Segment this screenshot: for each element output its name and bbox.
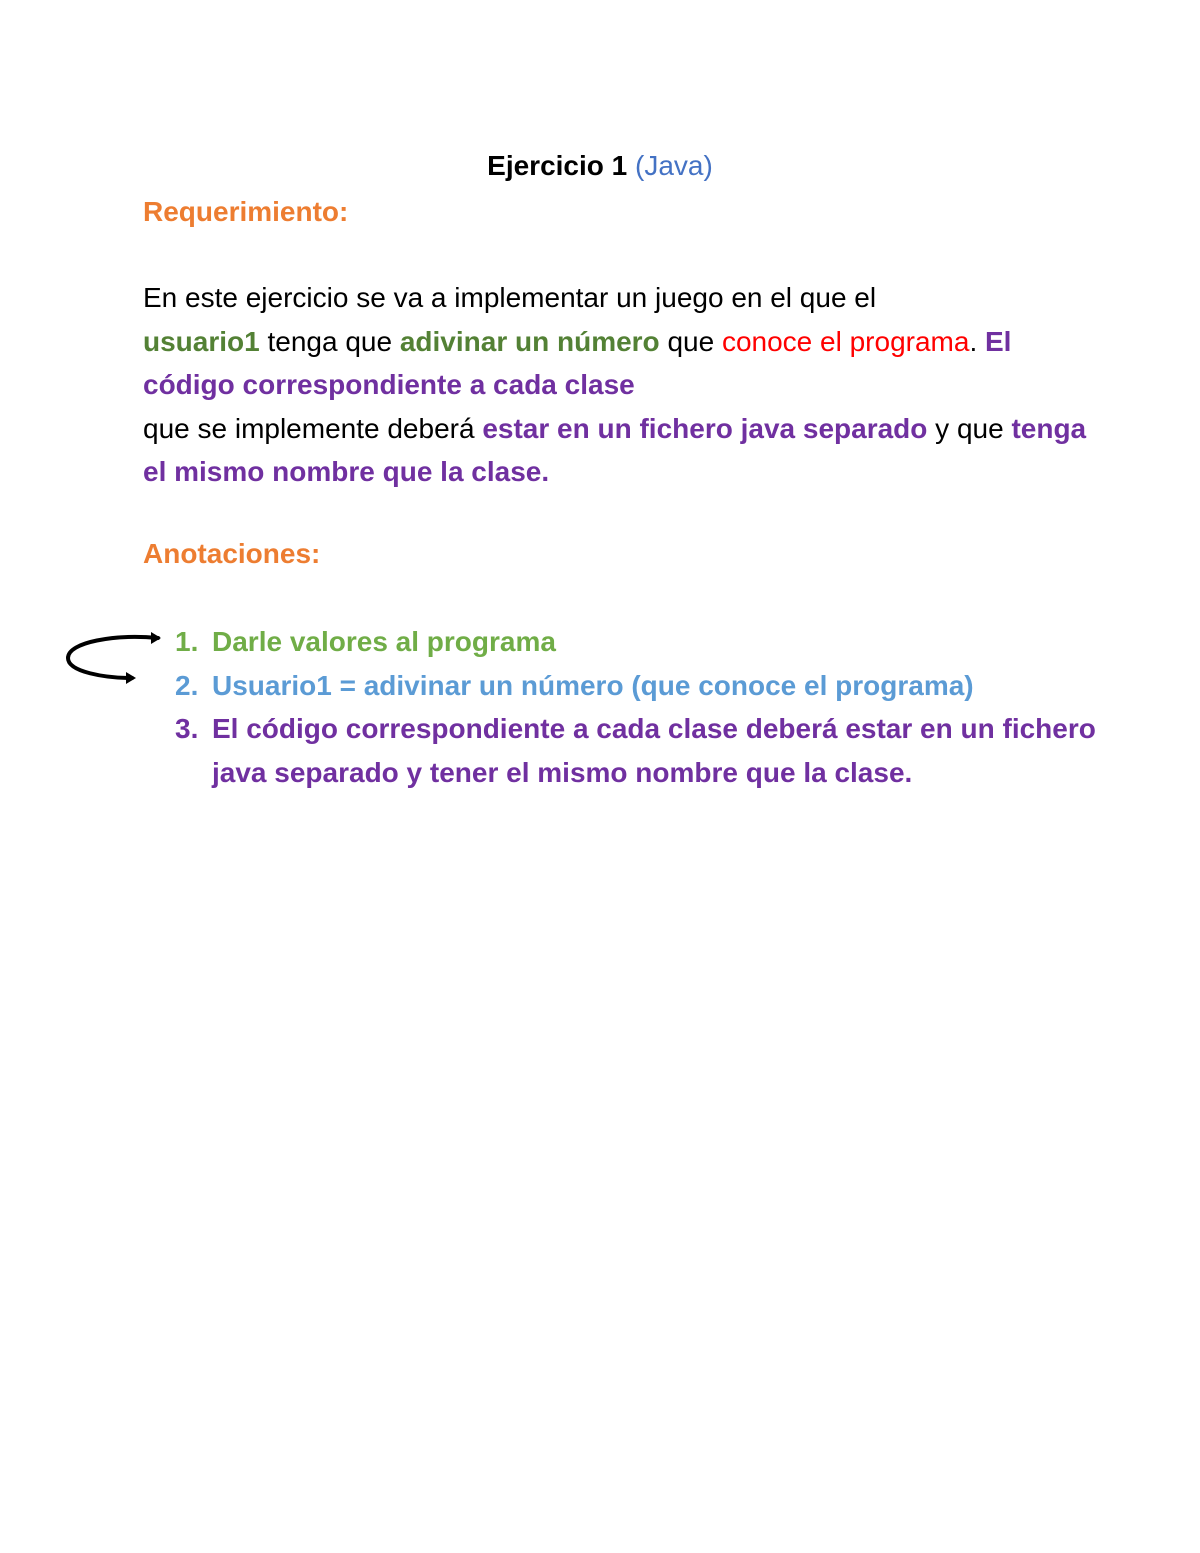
paragraph-text: En este ejercicio se va a implementar un juego en el que el (143, 282, 877, 313)
paragraph-period: . (969, 325, 978, 357)
list-item-text: Usuario1 = adivinar un número (que conoce el programa) (212, 669, 974, 701)
highlight-mismo-nombre: tenga el mismo nombre que la clase. (143, 412, 1087, 487)
highlight-usuario1: usuario1 (143, 325, 260, 357)
list-item (175, 707, 1105, 794)
list-item (175, 620, 1105, 664)
anotaciones-list (175, 620, 1105, 794)
paragraph-text: que (667, 325, 715, 357)
requerimiento-heading: Requerimiento: (143, 196, 349, 227)
list-item-text: Darle valores al programa (212, 626, 556, 657)
highlight-conoce-programa: conoce el programa (721, 325, 970, 357)
list-item-number: 3. (175, 713, 199, 744)
list-item-number: 2. (175, 669, 199, 701)
highlight-fichero-java: estar en un fichero java separado (482, 412, 928, 444)
paragraph-text: que se implemente deberá (143, 412, 475, 444)
highlight-codigo-clase: El código correspondiente a cada clase (143, 325, 1012, 400)
title-main: Ejercicio 1 (487, 150, 628, 181)
paragraph-text: tenga que (267, 325, 393, 357)
list-item (175, 664, 1105, 708)
anotaciones-heading: Anotaciones: (143, 538, 321, 569)
paragraph-text: y que (935, 412, 1004, 444)
list-item-number: 1. (175, 626, 199, 657)
list-item-text: El código correspondiente a cada clase deberá estar en un fichero java separado y tener el mismo nombre que la clase. (212, 713, 1096, 788)
title-language: (Java) (635, 150, 713, 181)
requerimiento-paragraph (143, 276, 1093, 494)
page-title (0, 146, 1200, 186)
curved-double-arrow-icon (60, 628, 170, 688)
highlight-adivinar: adivinar un número (399, 325, 660, 357)
